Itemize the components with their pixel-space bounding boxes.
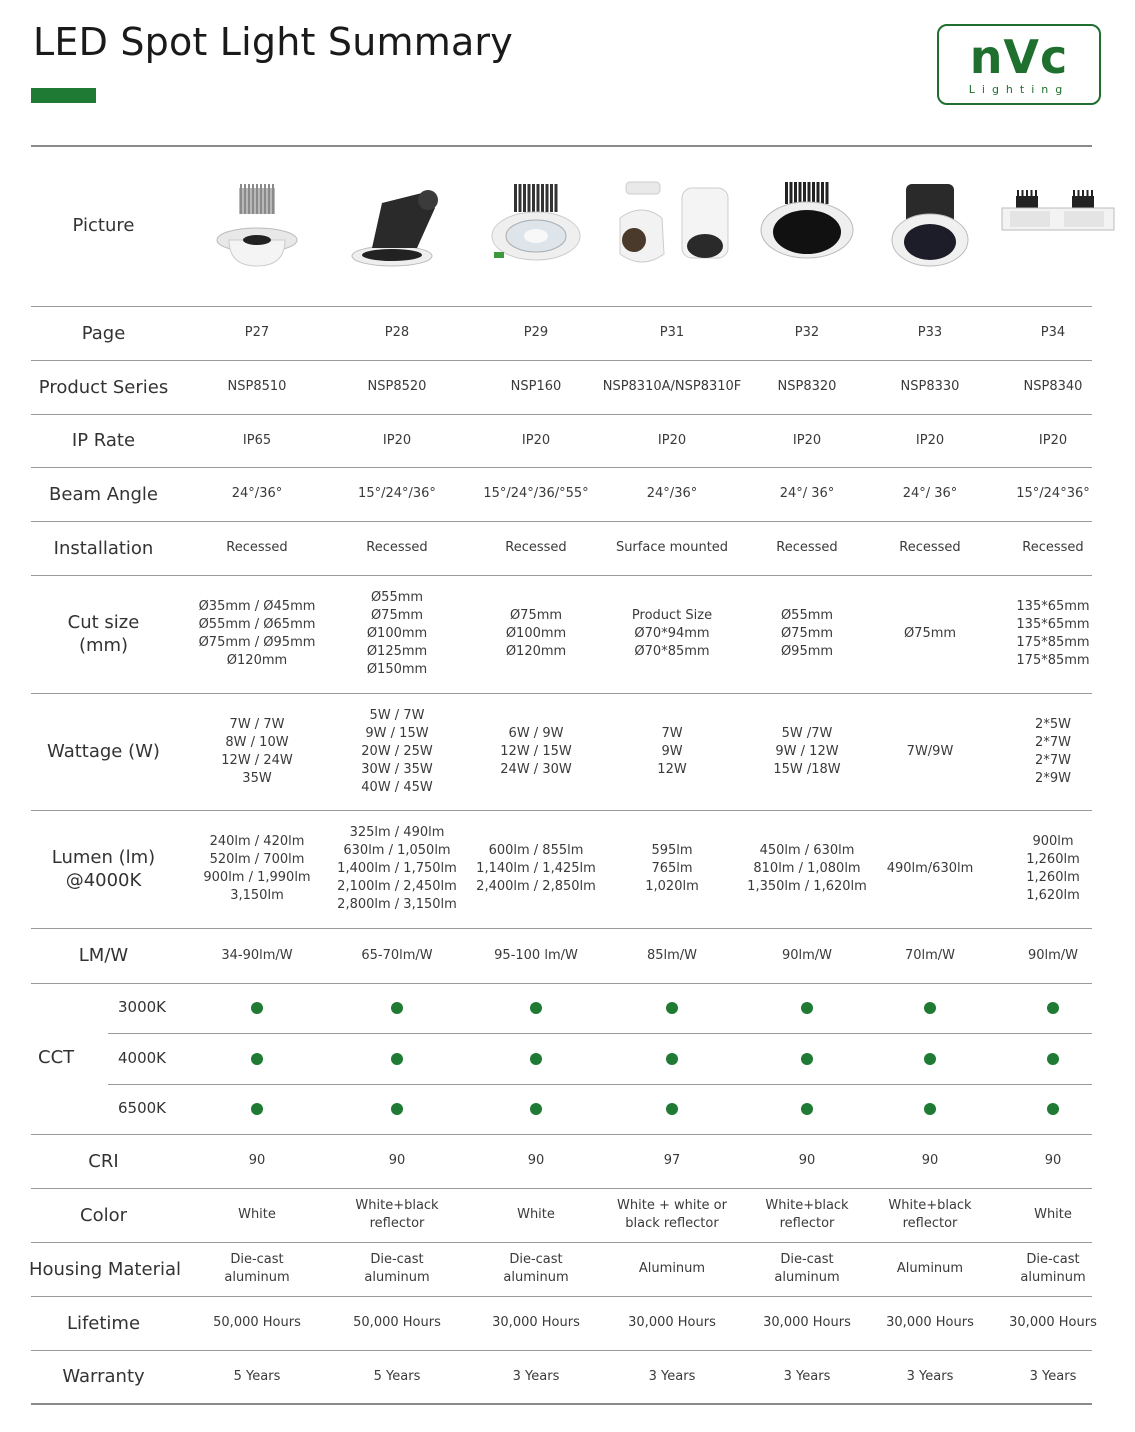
cell-page: P27 (244, 325, 270, 340)
cell-color: White+black reflector (355, 1198, 439, 1231)
row-label-text: Wattage (W) (47, 741, 160, 762)
row-label-ip (31, 414, 176, 467)
cell-page: P33 (917, 325, 943, 340)
row-label-text: CRI (88, 1150, 119, 1172)
cell-installation: Recessed (226, 540, 288, 555)
row-label-text: IP Rate (71, 430, 136, 451)
cell-cri: 90 (527, 1153, 545, 1168)
cell-page: P29 (523, 325, 549, 340)
cell-lmw: 90lm/W (1027, 947, 1079, 963)
cell-ip: IP20 (1038, 432, 1068, 448)
cell-wattage: 7W / 7W 8W / 10W 12W / 24W 35W (221, 716, 293, 786)
row-label-text: Installation (53, 537, 154, 559)
cell-cri: 90 (1044, 1153, 1062, 1168)
cell-ip: IP65 (242, 432, 272, 448)
adjustable-snoot-downlight-icon (347, 178, 447, 283)
cell-cut: Ø35mm / Ø45mm Ø55mm / Ø65mm Ø75mm / Ø95mm Ø120mm (198, 599, 316, 668)
cell-lifetime: 30,000 Hours (628, 1315, 716, 1330)
cell-cut: Product Size Ø70*94mm Ø70*85mm (631, 608, 713, 659)
cell-housing: Die-cast aluminum (1020, 1252, 1086, 1285)
cell-installation: Recessed (1022, 540, 1084, 555)
title-underline-bar (31, 88, 96, 103)
cell-warranty: 3 Years (512, 1368, 560, 1384)
cell-lumen: 595lm 765lm 1,020lm (645, 843, 699, 894)
row-label-beam (31, 467, 176, 521)
cct-available-dot (251, 1002, 263, 1014)
cell-ip: IP20 (521, 432, 551, 448)
cell-wattage: 7W 9W 12W (657, 725, 687, 777)
cell-lifetime: 50,000 Hours (353, 1315, 441, 1330)
cell-lumen: 450lm / 630lm 810lm / 1,080lm 1,350lm / 1,620lm (747, 843, 867, 894)
cell-beam: 15°/24°/36/°55° (483, 486, 589, 501)
cct-available-dot (924, 1053, 936, 1065)
cell-beam: 15°/24°36° (1016, 486, 1090, 501)
cell-lmw: 65-70lm/W (361, 947, 433, 963)
cell-cri: 90 (798, 1153, 816, 1168)
cell-cut: Ø75mm Ø100mm Ø120mm (505, 608, 567, 659)
cct-available-dot (530, 1103, 542, 1115)
cell-lifetime: 30,000 Hours (1009, 1315, 1097, 1330)
cell-housing: Die-cast aluminum (503, 1252, 569, 1285)
cell-housing: Die-cast aluminum (224, 1252, 290, 1285)
cell-series: NSP160 (510, 379, 562, 394)
cct-available-dot (530, 1002, 542, 1014)
page-title: LED Spot Light Summary (33, 20, 513, 64)
row-label-housing (25, 1242, 185, 1296)
cell-installation: Recessed (505, 540, 567, 555)
cell-ip: IP20 (657, 432, 687, 448)
cell-cut: 135*65mm 135*65mm 175*85mm 175*85mm (1016, 599, 1090, 668)
logo-subtitle: Lighting (968, 83, 1070, 96)
cct-available-dot (1047, 1103, 1059, 1115)
row-label-text: Page (81, 322, 126, 344)
cell-beam: 24°/36° (231, 486, 283, 501)
cell-color: White (517, 1207, 555, 1222)
cell-cri: 90 (388, 1153, 406, 1168)
cell-series: NSP8330 (900, 379, 960, 394)
cct-available-dot (391, 1002, 403, 1014)
cell-page: P28 (384, 325, 410, 340)
cell-color: White (1034, 1207, 1072, 1222)
cell-ip: IP20 (792, 432, 822, 448)
cct-sub-rule (108, 1084, 1092, 1085)
cell-lmw: 70lm/W (904, 947, 956, 963)
cct-available-dot (391, 1053, 403, 1065)
cell-lumen: 240lm / 420lm 520lm / 700lm 900lm / 1,990lm 3,150lm (203, 834, 311, 903)
surface-cylinder-light-icon (612, 178, 732, 283)
anti-glare-downlight-icon (880, 178, 980, 283)
cct-label-cct_3000: 3000K (117, 998, 166, 1016)
cell-color: White (238, 1207, 276, 1222)
cell-warranty: 3 Years (783, 1368, 831, 1384)
deep-black-reflector-downlight-icon (757, 178, 857, 283)
row-label-page (31, 306, 176, 360)
logo-wordmark: nVc (969, 30, 1069, 84)
row-label-text: Warranty (62, 1366, 145, 1387)
cell-page: P32 (794, 325, 820, 340)
cell-lifetime: 30,000 Hours (763, 1315, 851, 1330)
cell-wattage: 5W / 7W 9W / 15W 20W / 25W 30W / 35W 40W / 45W (361, 707, 433, 795)
cob-downlight-icon (486, 178, 586, 283)
cell-color: White+black reflector (765, 1198, 849, 1231)
cell-lumen: 490lm/630lm (886, 861, 974, 876)
cell-lmw: 34-90lm/W (221, 947, 293, 963)
row-label-picture: Picture (72, 215, 135, 236)
cell-installation: Recessed (899, 540, 961, 555)
cell-wattage: 7W/9W (906, 743, 954, 759)
cell-wattage: 5W /7W 9W / 12W 15W /18W (773, 725, 841, 777)
row-label-text: LM/W (78, 945, 129, 966)
recessed-downlight-white-icon (207, 178, 307, 283)
cell-warranty: 3 Years (906, 1368, 954, 1384)
cct-available-dot (1047, 1053, 1059, 1065)
row-label-series (31, 360, 176, 414)
cell-wattage: 2*5W 2*7W 2*7W 2*9W (1035, 716, 1071, 786)
cct-available-dot (251, 1103, 263, 1115)
cell-lumen: 900lm 1,260lm 1,260lm 1,620lm (1026, 834, 1080, 903)
row-label-cut (31, 575, 176, 693)
row-label-text: (mm) (78, 635, 129, 656)
row-label-text: Product Series (38, 376, 169, 398)
row-label-text: Cut size (67, 612, 140, 633)
cell-series: NSP8510 (227, 379, 287, 394)
cell-cut: Ø75mm (903, 626, 957, 641)
cell-ip: IP20 (382, 432, 412, 448)
cct-available-dot (801, 1103, 813, 1115)
cell-beam: 24°/ 36° (779, 486, 835, 501)
cell-lumen: 325lm / 490lm 630lm / 1,050lm 1,400lm / 1,750lm 2,100lm / 2,450lm 2,800lm / 3,150lm (337, 825, 457, 912)
cct-available-dot (1047, 1002, 1059, 1014)
cell-lmw: 95-100 lm/W (494, 947, 578, 963)
cell-lmw: 90lm/W (781, 947, 833, 963)
cct-available-dot (666, 1002, 678, 1014)
row-label-lifetime (31, 1296, 176, 1350)
cell-warranty: 5 Years (233, 1368, 281, 1384)
table-rule (31, 145, 1092, 147)
cell-beam: 24°/ 36° (902, 486, 958, 501)
cct-label-cct_4000: 4000K (117, 1048, 166, 1067)
cell-lifetime: 50,000 Hours (213, 1315, 301, 1330)
cct-available-dot (666, 1103, 678, 1115)
table-rule (31, 983, 1092, 984)
row-label-warranty (31, 1350, 176, 1403)
cell-housing: Die-cast aluminum (774, 1252, 840, 1285)
cell-page: P31 (659, 325, 685, 340)
cct-available-dot (530, 1053, 542, 1065)
cell-page: P34 (1040, 325, 1066, 340)
row-label-text: Housing Material (28, 1258, 181, 1280)
cell-ip: IP20 (915, 432, 945, 448)
row-label-cri (31, 1134, 176, 1188)
cct-available-dot (251, 1053, 263, 1065)
row-label-text: @4000K (65, 870, 142, 891)
cell-warranty: 3 Years (1029, 1368, 1077, 1384)
cct-available-dot (801, 1053, 813, 1065)
cct-label-cct_6500: 6500K (117, 1099, 166, 1117)
cell-series: NSP8340 (1023, 379, 1083, 394)
cell-series: NSP8520 (367, 379, 427, 394)
row-label-installation (31, 521, 176, 575)
cell-lifetime: 30,000 Hours (886, 1315, 974, 1330)
cell-cri: 90 (921, 1153, 939, 1168)
cell-installation: Surface mounted (615, 540, 729, 555)
cell-color: White + white or black reflector (617, 1198, 727, 1231)
row-label-cct: CCT (38, 1047, 75, 1068)
cell-color: White+black reflector (888, 1198, 972, 1231)
cell-cut: Ø55mm Ø75mm Ø100mm Ø125mm Ø150mm (366, 590, 428, 677)
cell-beam: 15°/24°/36° (358, 486, 436, 501)
cell-wattage: 6W / 9W 12W / 15W 24W / 30W (500, 725, 572, 777)
cell-housing: Aluminum (896, 1261, 964, 1276)
row-label-text: Lifetime (66, 1312, 141, 1334)
row-label-wattage (31, 693, 176, 810)
cell-cut: Ø55mm Ø75mm Ø95mm (780, 608, 834, 659)
cct-available-dot (924, 1103, 936, 1115)
row-label-lmw (31, 928, 176, 983)
cell-housing: Die-cast aluminum (364, 1252, 430, 1285)
cell-series: NSP8320 (777, 379, 837, 394)
table-rule (31, 1403, 1092, 1405)
cell-installation: Recessed (776, 540, 838, 555)
cell-series: NSP8310A/NSP8310F (602, 379, 742, 394)
cell-warranty: 5 Years (373, 1368, 421, 1384)
cell-lifetime: 30,000 Hours (492, 1315, 580, 1330)
cct-available-dot (391, 1103, 403, 1115)
row-label-text: Beam Angle (49, 483, 158, 505)
nvc-lighting-logo (937, 24, 1101, 105)
cct-available-dot (801, 1002, 813, 1014)
cell-housing: Aluminum (638, 1261, 706, 1276)
cell-cri: 97 (663, 1153, 681, 1168)
cct-available-dot (666, 1053, 678, 1065)
row-label-text: Lumen (lm) (51, 847, 156, 868)
cct-sub-rule (108, 1033, 1092, 1034)
cell-beam: 24°/36° (646, 486, 698, 501)
cct-available-dot (924, 1002, 936, 1014)
cell-lmw: 85lm/W (646, 947, 698, 963)
row-label-text: Color (80, 1204, 127, 1226)
row-label-lumen (31, 810, 176, 928)
cell-installation: Recessed (366, 540, 428, 555)
cell-cri: 90 (248, 1153, 266, 1168)
cell-lumen: 600lm / 855lm 1,140lm / 1,425lm 2,400lm / 2,850lm (476, 843, 596, 894)
row-label-color (31, 1188, 176, 1242)
cell-warranty: 3 Years (648, 1368, 696, 1384)
twin-head-grille-light-icon (998, 178, 1118, 283)
